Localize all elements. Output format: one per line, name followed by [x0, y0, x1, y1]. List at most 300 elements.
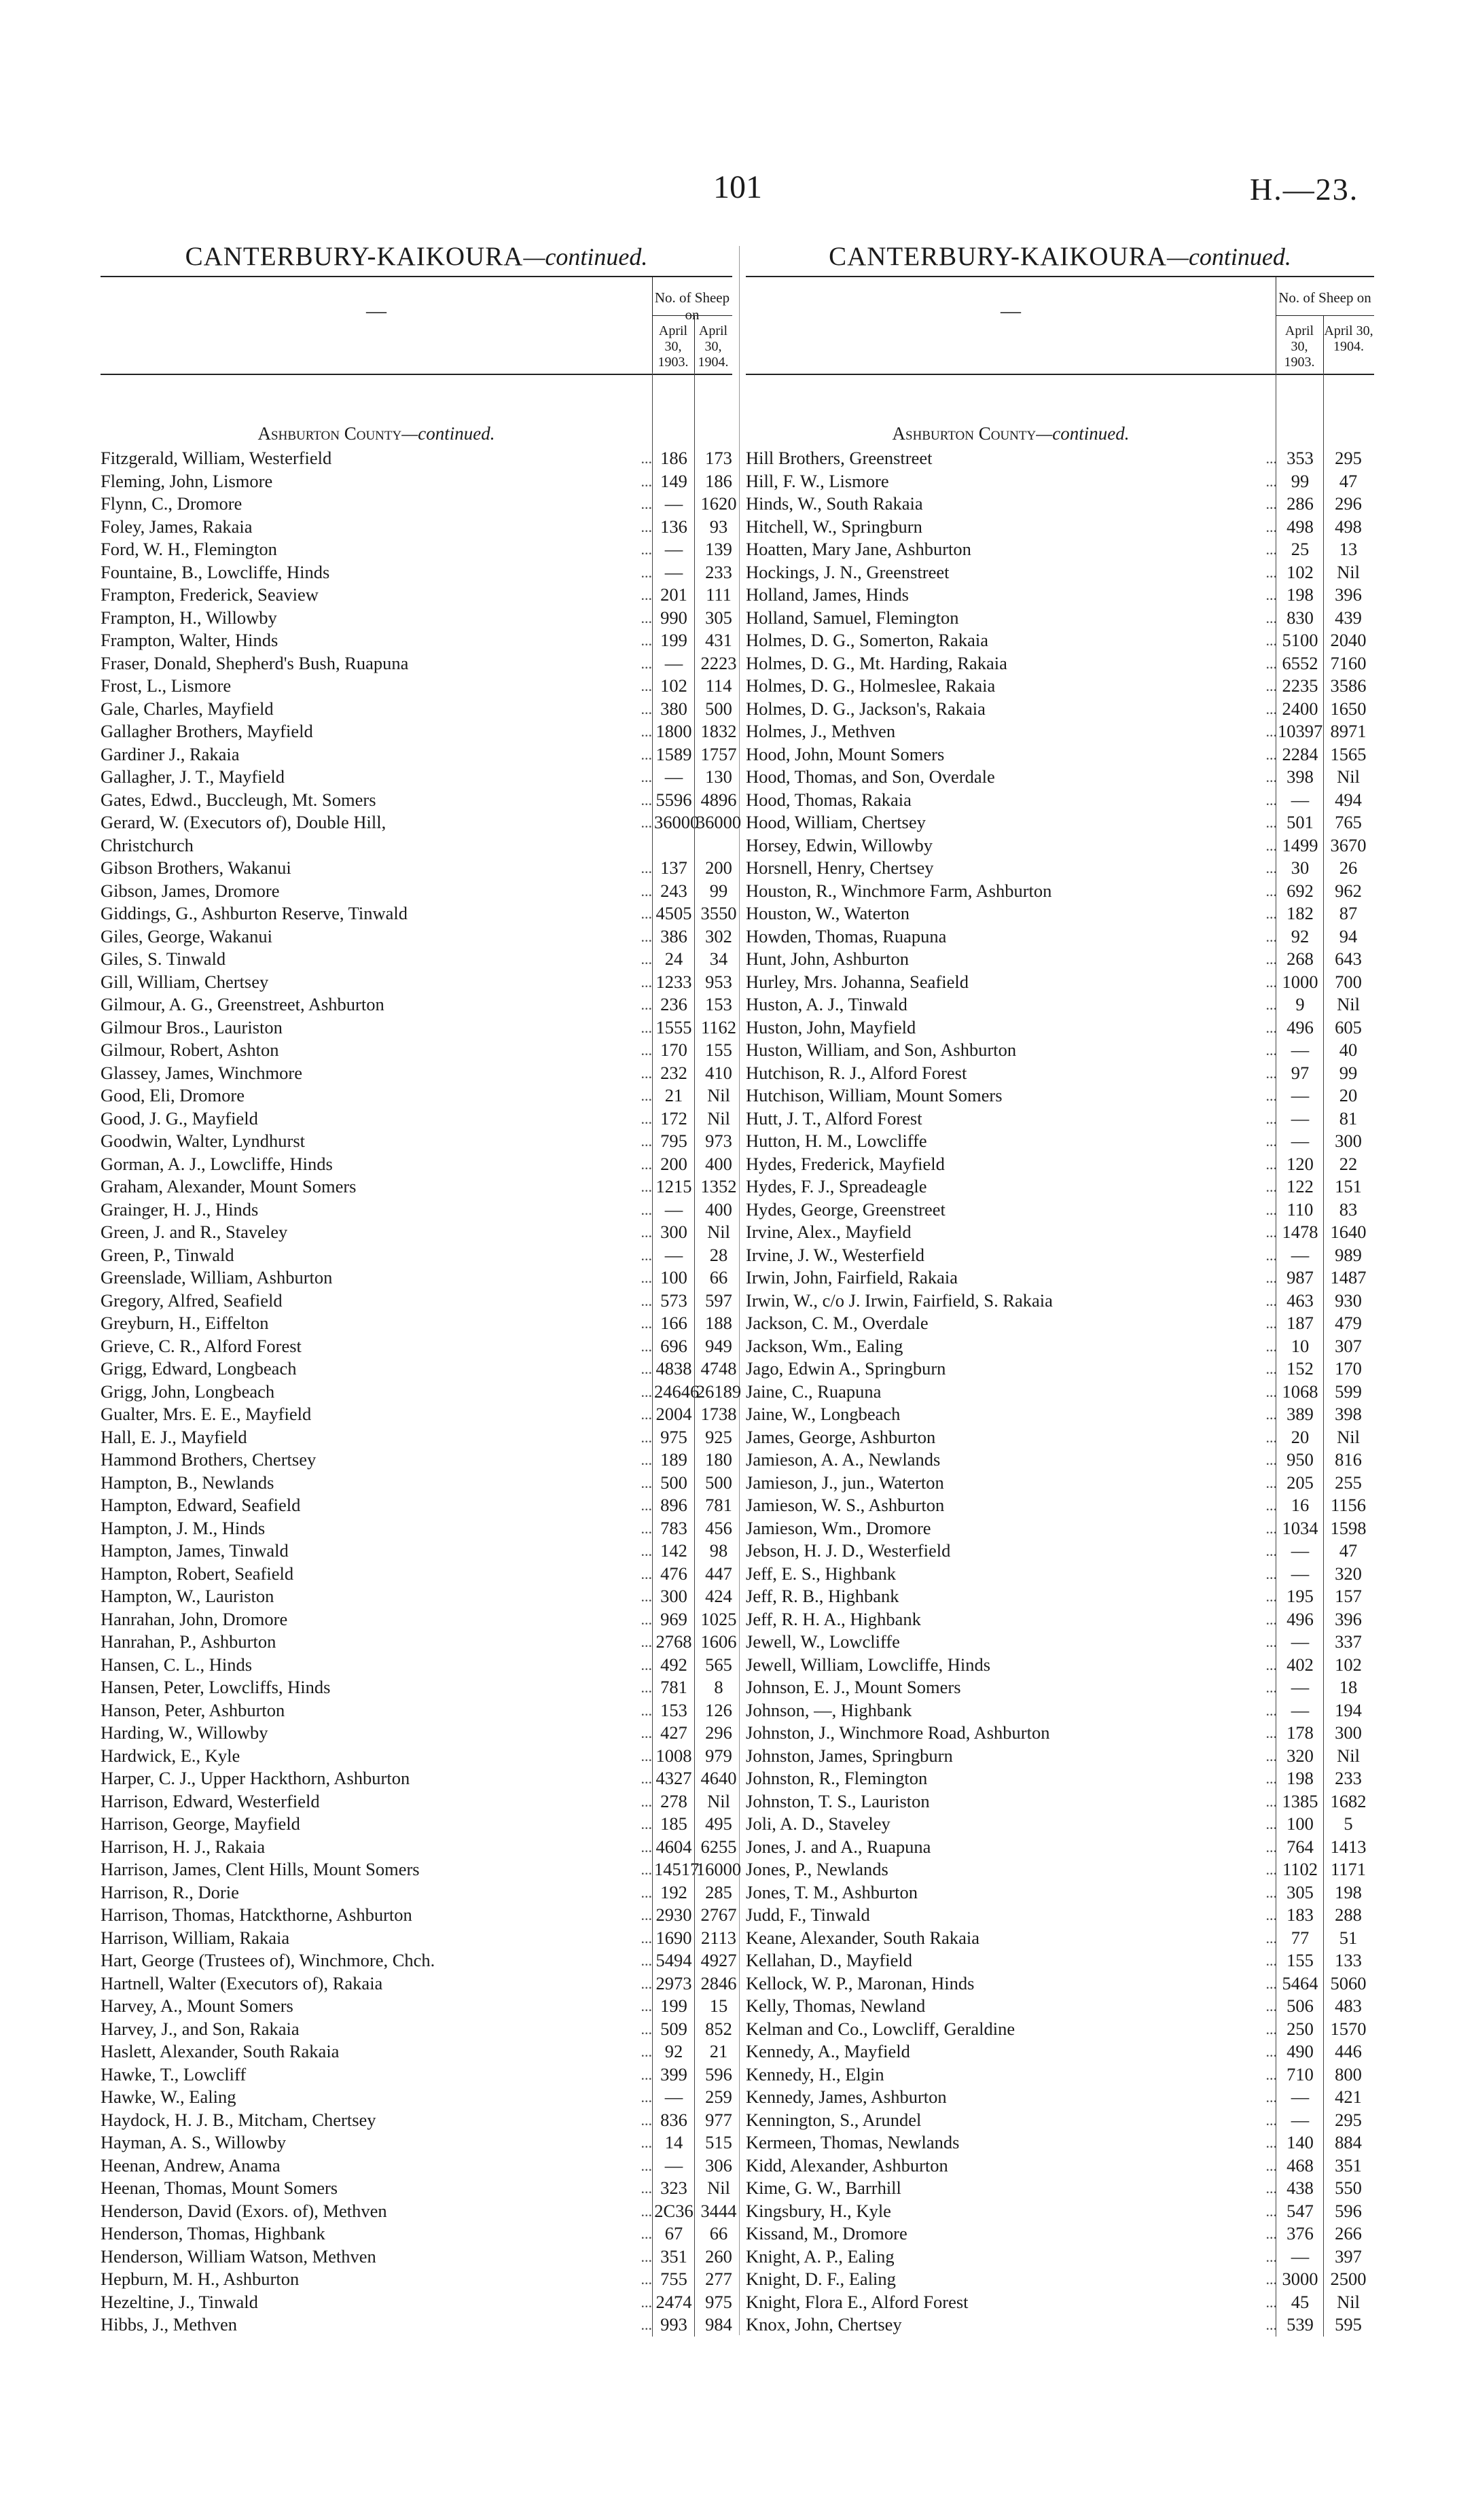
sheep-1904: 494 [1335, 789, 1362, 810]
owner-name: Holmes, D. G., Somerton, Rakaia [746, 630, 988, 650]
sheep-1903: 1690 [655, 1927, 692, 1948]
title-text: CANTERBURY-KAIKOURA [829, 242, 1167, 271]
sheep-1904: 337 [1335, 1631, 1362, 1652]
leader-dots: ... [641, 1155, 652, 1173]
leader-dots: ... [641, 632, 652, 649]
leader-dots: ... [1265, 2248, 1277, 2265]
leader-dots: ... [641, 1383, 652, 1400]
sheep-1904: 565 [705, 1654, 732, 1675]
owner-name: Fitzgerald, William, Westerfield [101, 448, 332, 468]
leader-dots: ... [641, 472, 652, 490]
table-row [746, 1381, 1374, 1404]
sheep-1904: 302 [705, 925, 732, 946]
sheep-1903: — [1291, 1131, 1310, 1151]
table-row [746, 698, 1374, 721]
sheep-1903: 166 [660, 1313, 687, 1333]
sheep-1904: 36000 [696, 812, 742, 832]
table-row [746, 834, 1374, 857]
owner-name: Jago, Edwin A., Springburn [746, 1358, 946, 1379]
sheep-1904: 1682 [1330, 1790, 1367, 1811]
owner-name: Johnston, T. S., Lauriston [746, 1790, 930, 1811]
leader-dots: ... [641, 2043, 652, 2060]
sheep-1904: 456 [705, 1517, 732, 1538]
sheep-1903: 2004 [655, 1404, 692, 1424]
sheep-1903: 1499 [1282, 834, 1318, 855]
leader-dots: ... [1265, 1018, 1277, 1036]
sheep-1904: 1156 [1330, 1495, 1367, 1515]
owner-name: Hill, F. W., Lismore [746, 470, 889, 491]
owner-name: Giles, George, Wakanui [101, 925, 272, 946]
body-divider [694, 372, 695, 2337]
owner-name: Giddings, G., Ashburton Reserve, Tinwald [101, 903, 408, 923]
sheep-1904: 781 [705, 1495, 732, 1515]
sheep-1904: 483 [1335, 1995, 1362, 2016]
table-row [746, 1790, 1374, 1813]
leader-dots: ... [641, 814, 652, 831]
owner-name: Jeff, R. H. A., Highbank [746, 1608, 921, 1629]
sheep-1903: 836 [660, 2109, 687, 2130]
sheep-1903: 199 [660, 630, 687, 650]
sheep-1904: 296 [705, 1722, 732, 1743]
sheep-1903: 1800 [655, 721, 692, 741]
owner-name: Johnson, —, Highbank [746, 1699, 912, 1720]
sheep-1904: 597 [705, 1290, 732, 1311]
table-row [101, 1290, 732, 1313]
owner-name: Gibson, James, Dromore [101, 880, 280, 901]
leader-dots: ... [641, 1724, 652, 1741]
owner-name: Grainger, H. J., Hinds [101, 1199, 259, 1220]
table-row [746, 2291, 1374, 2314]
sheep-1903: 45 [1291, 2291, 1310, 2312]
owner-name: Houston, R., Winchmore Farm, Ashburton [746, 880, 1052, 901]
leader-dots: ... [641, 1018, 652, 1036]
leader-dots: ... [641, 1588, 652, 1605]
title-text: CANTERBURY-KAIKOURA [185, 242, 524, 271]
sheep-1903: 10 [1291, 1335, 1310, 1356]
table-row [101, 470, 732, 493]
sheep-1904: 1832 [700, 721, 737, 741]
leader-dots: ... [1265, 1224, 1277, 1241]
table-header [746, 276, 1374, 375]
sheep-1904: Nil [707, 1085, 730, 1105]
sheep-1903: 5464 [1282, 1972, 1318, 1993]
table-row [101, 584, 732, 607]
table-row [101, 2222, 732, 2246]
sheep-1903: 573 [660, 1290, 687, 1311]
leader-dots: ... [641, 2271, 652, 2288]
owner-name: Gerard, W. (Executors of), Double Hill, [101, 812, 386, 832]
table-row [746, 880, 1374, 903]
sheep-1904: 233 [705, 561, 732, 582]
table-row [101, 1995, 732, 2018]
leader-dots: ... [641, 905, 652, 922]
leader-dots: ... [641, 1974, 652, 1992]
owner-name: Harvey, A., Mount Somers [101, 1995, 293, 2016]
owner-name: Hanson, Peter, Ashburton [101, 1699, 285, 1720]
sheep-1904: Nil [1337, 561, 1360, 582]
sheep-1904: 170 [1335, 1358, 1362, 1379]
table-row [746, 1563, 1374, 1586]
table-row [101, 1312, 732, 1335]
leader-dots: ... [641, 1428, 652, 1446]
sheep-1903: 24646 [654, 1381, 700, 1402]
owner-name: Gallagher, J. T., Mayfield [101, 766, 285, 787]
owner-name: Hampton, B., Newlands [101, 1472, 274, 1493]
owner-name: Gorman, A. J., Lowcliffe, Hinds [101, 1153, 333, 1174]
sheep-1903: 2C36 [654, 2200, 694, 2221]
owner-name: Hutchison, R. J., Alford Forest [746, 1062, 967, 1083]
leader-dots: ... [641, 563, 652, 581]
table-row [746, 1836, 1374, 1859]
sheep-1904: 398 [1335, 1404, 1362, 1424]
owner-name: Hezeltine, J., Tinwald [101, 2291, 258, 2312]
table-row [746, 1449, 1374, 1472]
table-row [746, 1608, 1374, 1631]
leader-dots: ... [1265, 2202, 1277, 2220]
sheep-1903: 1000 [1282, 971, 1318, 992]
sheep-1904: 446 [1335, 2041, 1362, 2061]
sheep-1903: 30 [1291, 857, 1310, 878]
table-row [746, 1745, 1374, 1768]
table-row [746, 1426, 1374, 1449]
table-row [101, 1153, 732, 1176]
table-row [101, 766, 732, 789]
leader-dots: ... [641, 1838, 652, 1856]
owner-name: Harper, C. J., Upper Hackthorn, Ashburton [101, 1768, 410, 1788]
sheep-1903: 5494 [655, 1950, 692, 1970]
leader-dots: ... [1265, 882, 1277, 900]
owner-name: Jeff, E. S., Highbank [746, 1563, 897, 1584]
table-row [101, 1767, 737, 1790]
table-row [746, 1927, 1374, 1950]
sheep-1903: 975 [660, 1426, 687, 1447]
owner-name: Johnston, James, Springburn [746, 1745, 953, 1766]
owner-name: Jones, J. and A., Ruapuna [746, 1836, 931, 1857]
sheep-1903: — [664, 561, 683, 582]
sheep-1903: 6552 [1282, 652, 1318, 673]
sheep-1904: Nil [707, 1222, 730, 1242]
sheep-1904: 596 [705, 2063, 732, 2084]
leader-dots: ... [1265, 996, 1277, 1013]
sheep-1903: 2284 [1282, 743, 1318, 764]
table-row [746, 1972, 1374, 1995]
owner-name: Hampton, W., Lauriston [101, 1586, 274, 1606]
leader-dots: ... [1265, 2225, 1277, 2242]
leader-dots: ... [641, 609, 652, 626]
sheep-1903: 250 [1286, 2018, 1314, 2039]
table-row [746, 902, 1374, 925]
sheep-1904: 4640 [700, 1768, 737, 1788]
sheep-1903: — [1291, 1244, 1310, 1265]
owner-name: Kidd, Alexander, Ashburton [746, 2154, 948, 2176]
table-row [101, 1517, 732, 1540]
sheep-1903: 1102 [1282, 1859, 1318, 1879]
owner-name: Gualter, Mrs. E. E., Mayfield [101, 1404, 312, 1424]
sheep-1903: 547 [1286, 2200, 1314, 2221]
sheep-1903: 496 [1286, 1608, 1314, 1629]
leader-dots: ... [1265, 1474, 1277, 1491]
leader-dots: ... [1265, 1201, 1277, 1218]
leader-dots: ... [641, 768, 652, 785]
table-row [746, 1858, 1374, 1881]
leader-dots: ... [641, 1337, 652, 1355]
table-row [101, 2177, 732, 2200]
leader-dots: ... [641, 1883, 652, 1901]
table-row [101, 1039, 732, 1062]
sheep-1904: 173 [705, 448, 732, 468]
sheep-1904: 984 [705, 2314, 732, 2335]
leader-dots: ... [1265, 1792, 1277, 1810]
table-row [101, 1585, 732, 1608]
table-row [101, 675, 732, 698]
sheep-1904: 1650 [1330, 698, 1367, 719]
leader-dots: ... [1265, 1656, 1277, 1673]
sheep-1903: 192 [660, 1881, 687, 1902]
sheep-1903: 25 [1291, 539, 1310, 559]
table-row [101, 971, 732, 994]
owner-name: Hansen, C. L., Hinds [101, 1654, 253, 1675]
leader-dots: ... [1265, 518, 1277, 535]
owner-name: Knox, John, Chertsey [746, 2314, 902, 2335]
sheep-1904: Nil [1337, 766, 1360, 787]
table-row [101, 2154, 732, 2178]
table-row [101, 2291, 732, 2314]
table-row [746, 789, 1374, 812]
sheep-1904: 800 [1335, 2063, 1362, 2084]
sheep-1904: 930 [1335, 1290, 1362, 1311]
leader-dots: ... [641, 700, 652, 717]
owner-name: Grigg, John, Longbeach [101, 1381, 275, 1402]
sheep-1904: 277 [705, 2269, 732, 2289]
table-row [746, 1995, 1374, 2018]
leader-dots: ... [1265, 1087, 1277, 1104]
table-row [746, 1062, 1374, 1085]
sheep-1904: Nil [707, 1790, 730, 1811]
leader-dots: ... [1265, 700, 1277, 717]
sheep-1903: 2768 [655, 1631, 692, 1652]
sheep-1904: 93 [709, 516, 728, 537]
sheep-1903: 376 [1286, 2223, 1314, 2243]
sheep-1903: — [1291, 789, 1310, 810]
owner-name: Hayman, A. S., Willowby [101, 2132, 287, 2152]
table-row [101, 1699, 732, 1722]
table-row [746, 2131, 1374, 2154]
owner-name: Kime, G. W., Barrhill [746, 2178, 901, 2198]
owner-name: Haydock, H. J. B., Mitcham, Chertsey [101, 2109, 376, 2130]
table-row [746, 1290, 1374, 1313]
sheep-1904: 66 [709, 2223, 728, 2243]
leader-dots: ... [1265, 1815, 1277, 1832]
sheep-1903: 990 [660, 607, 687, 628]
sheep-1903: 300 [660, 1586, 687, 1606]
owner-name: Holmes, D. G., Mt. Harding, Rakaia [746, 652, 1007, 673]
leader-dots: ... [1265, 2271, 1277, 2288]
sheep-1904: 595 [1335, 2314, 1362, 2335]
owner-name: Graham, Alexander, Mount Somers [101, 1176, 357, 1196]
leader-dots: ... [1265, 1838, 1277, 1856]
sheep-1903: 1478 [1282, 1222, 1318, 1242]
owner-name: Hart, George (Trustees of), Winchmore, Chch. [101, 1950, 435, 1970]
table-row [746, 561, 1374, 584]
table-row [746, 2177, 1374, 2200]
leader-dots: ... [1265, 609, 1277, 626]
sheep-1904: 285 [705, 1881, 732, 1902]
owner-name: Heenan, Thomas, Mount Somers [101, 2178, 338, 2198]
sheep-1903: 286 [1286, 493, 1314, 514]
owner-name: Hampton, Robert, Seafield [101, 1563, 294, 1584]
sheep-1904: 1487 [1330, 1267, 1367, 1288]
section-name: Ashburton County [892, 423, 1037, 444]
sheep-1903: 92 [1291, 925, 1310, 946]
sheep-1904: 6255 [700, 1836, 737, 1857]
sheep-1904: Nil [707, 1107, 730, 1129]
leader-dots: ... [641, 1519, 652, 1537]
sheep-1904: 1352 [700, 1176, 737, 1196]
sheep-1904: 155 [705, 1040, 732, 1060]
sheep-1903: 1385 [1282, 1790, 1318, 1811]
table-row [746, 1221, 1374, 1244]
sheep-1903: 97 [1291, 1062, 1310, 1083]
sheep-1903: 24 [664, 948, 683, 969]
leader-dots: ... [641, 745, 652, 763]
owner-name: Gilmour, Robert, Ashton [101, 1040, 279, 1060]
sheep-1903: 4505 [655, 903, 692, 923]
leader-dots: ... [1265, 495, 1277, 512]
owner-name: Frampton, H., Willowby [101, 607, 277, 628]
sheep-1903: 198 [1286, 584, 1314, 605]
sheep-1903: 509 [660, 2018, 687, 2039]
owner-name: Harrison, Edward, Westerfield [101, 1790, 320, 1811]
sheep-1904: 307 [1335, 1335, 1362, 1356]
table-row [101, 561, 732, 584]
owner-name: Harrison, R., Dorie [101, 1881, 239, 1902]
leader-dots: ... [1265, 1883, 1277, 1901]
sheep-1903: 3000 [1282, 2269, 1318, 2289]
table-row [101, 1472, 732, 1495]
sheep-1904: 989 [1335, 1244, 1362, 1265]
leader-dots: ... [1265, 2157, 1277, 2174]
sheep-1903: 1555 [655, 1016, 692, 1037]
leader-dots: ... [641, 1201, 652, 1218]
sheep-1903: 476 [660, 1563, 687, 1584]
sheep-1904: 1570 [1330, 2018, 1367, 2039]
table-row [746, 1494, 1374, 1517]
leader-dots: ... [1265, 1337, 1277, 1355]
sheep-1904: 1640 [1330, 1222, 1367, 1242]
leader-dots: ... [641, 2020, 652, 2038]
sheep-1903: 2400 [1282, 698, 1318, 719]
sheep-1903: 14517 [654, 1859, 700, 1879]
leader-dots: ... [641, 1542, 652, 1559]
sheep-count-group-header: No. of Sheep on [1278, 289, 1371, 306]
table-row [746, 1244, 1374, 1267]
leader-dots: ... [1265, 472, 1277, 490]
leader-dots: ... [641, 1679, 652, 1696]
sheep-1903: 67 [664, 2223, 683, 2243]
sheep-1904: 1738 [700, 1404, 737, 1424]
table-row [101, 1631, 737, 1654]
table-header [101, 276, 732, 375]
leader-dots: ... [1265, 1064, 1277, 1082]
table-row [746, 1813, 1374, 1836]
sheep-1904: 396 [1335, 584, 1362, 605]
table-row [101, 1221, 732, 1244]
sheep-1903: 102 [660, 675, 687, 696]
sheep-1904: 1162 [700, 1016, 737, 1037]
sheep-1903: 110 [1286, 1199, 1314, 1220]
sheep-1904: 1620 [700, 493, 737, 514]
leader-dots: ... [641, 1178, 652, 1195]
section-suffix: —continued. [1036, 423, 1130, 444]
leader-dots: ... [1265, 1770, 1277, 1787]
owner-name: Huston, A. J., Tinwald [746, 994, 907, 1014]
sheep-1903: 182 [1286, 903, 1314, 923]
leader-dots: ... [641, 2248, 652, 2265]
sheep-1903: — [1291, 1563, 1310, 1584]
sheep-1903: 200 [660, 1153, 687, 1174]
table-row [101, 2268, 732, 2291]
sheep-1904: 2040 [1330, 630, 1367, 650]
table-row [746, 2222, 1374, 2246]
owner-name: Knight, Flora E., Alford Forest [746, 2291, 969, 2312]
leader-dots: ... [1265, 1610, 1277, 1628]
sheep-1903: — [664, 2087, 683, 2107]
leader-dots: ... [641, 1315, 652, 1332]
sheep-1903: 427 [660, 1722, 687, 1743]
owner-name: Kennington, S., Arundel [746, 2109, 922, 2130]
leader-dots: ... [1265, 654, 1277, 672]
sheep-1904: 1757 [700, 743, 737, 764]
table-row [746, 1107, 1374, 1131]
owner-name: Hampton, J. M., Hinds [101, 1517, 266, 1538]
leader-dots: ... [1265, 973, 1277, 991]
table-row [101, 1357, 737, 1381]
header-rule [652, 315, 732, 316]
leader-dots: ... [1265, 1383, 1277, 1400]
leader-dots: ... [1265, 814, 1277, 831]
table-body [101, 447, 742, 2337]
table-row [101, 720, 737, 743]
table-row [101, 993, 732, 1016]
table-row [746, 2063, 1374, 2087]
table-row [101, 2246, 732, 2269]
table-row [746, 652, 1374, 675]
leader-dots: ... [641, 927, 652, 945]
owner-name: Harrison, H. J., Rakaia [101, 1836, 266, 1857]
header-rule [1276, 315, 1374, 316]
owner-name: Kermeen, Thomas, Newlands [746, 2132, 960, 2152]
leader-dots: ... [1265, 1542, 1277, 1559]
leader-dots: ... [641, 1360, 652, 1377]
table-row [746, 1585, 1374, 1608]
sheep-1904: 83 [1339, 1199, 1358, 1220]
owner-name: Green, J. and R., Staveley [101, 1222, 288, 1242]
sheep-1904: 500 [705, 698, 732, 719]
sheep-1904: 188 [705, 1313, 732, 1333]
owner-name: Flynn, C., Dromore [101, 493, 242, 514]
table-row [101, 1904, 737, 1927]
right-column [746, 238, 1374, 2337]
column-title [101, 238, 732, 276]
sheep-1904: 260 [705, 2246, 732, 2267]
table-row [746, 811, 1374, 834]
sheep-1903: 398 [1286, 766, 1314, 787]
owner-name: Hanrahan, P., Ashburton [101, 1631, 276, 1652]
owner-name: Irvine, J. W., Westerfield [746, 1244, 925, 1265]
sheep-1903: 153 [660, 1699, 687, 1720]
sheep-1904: 102 [1335, 1654, 1362, 1675]
table-row [746, 925, 1374, 948]
